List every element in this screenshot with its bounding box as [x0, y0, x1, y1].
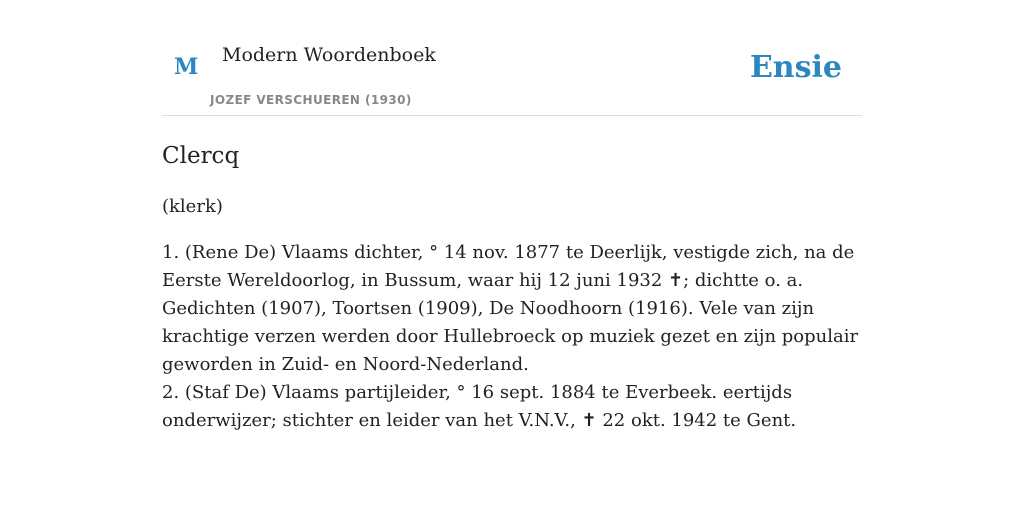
book-title-link[interactable]: Modern Woordenboek — [222, 44, 436, 66]
header — [162, 0, 862, 116]
entry-paragraph: 2. (Staf De) Vlaams partijleider, ° 16 sept. 1884 te Everbeek. eertijds onderwijzer; stichter en leider van het V.N.V., ✝ 22 okt. 1942 te Gent. — [162, 382, 797, 431]
book-author: JOZEF VERSCHUEREN (1930) — [210, 93, 412, 107]
brand-logo[interactable]: Ensie — [749, 50, 842, 85]
entry-title: Clercq — [162, 143, 240, 169]
entry-paragraph: 1. (Rene De) Vlaams dichter, ° 14 nov. 1877 te Deerlijk, vestigde zich, na de Eerste Wereldoorlog, in Bussum, waar hij 12 juni 1932 ✝; dichtte o. a. Gedichten (1907), Toortsen (1909), De Noodhoorn (1916). Vele van zijn krachtige verzen werden door Hullebroeck op muziek gezet en zijn populair geworden in Zuid- en Noord-Nederland. — [162, 242, 859, 375]
entry-subtitle: (klerk) — [162, 196, 223, 217]
page — [162, 0, 862, 435]
book-logo-icon[interactable]: M — [174, 54, 199, 80]
entry-body — [162, 239, 862, 435]
